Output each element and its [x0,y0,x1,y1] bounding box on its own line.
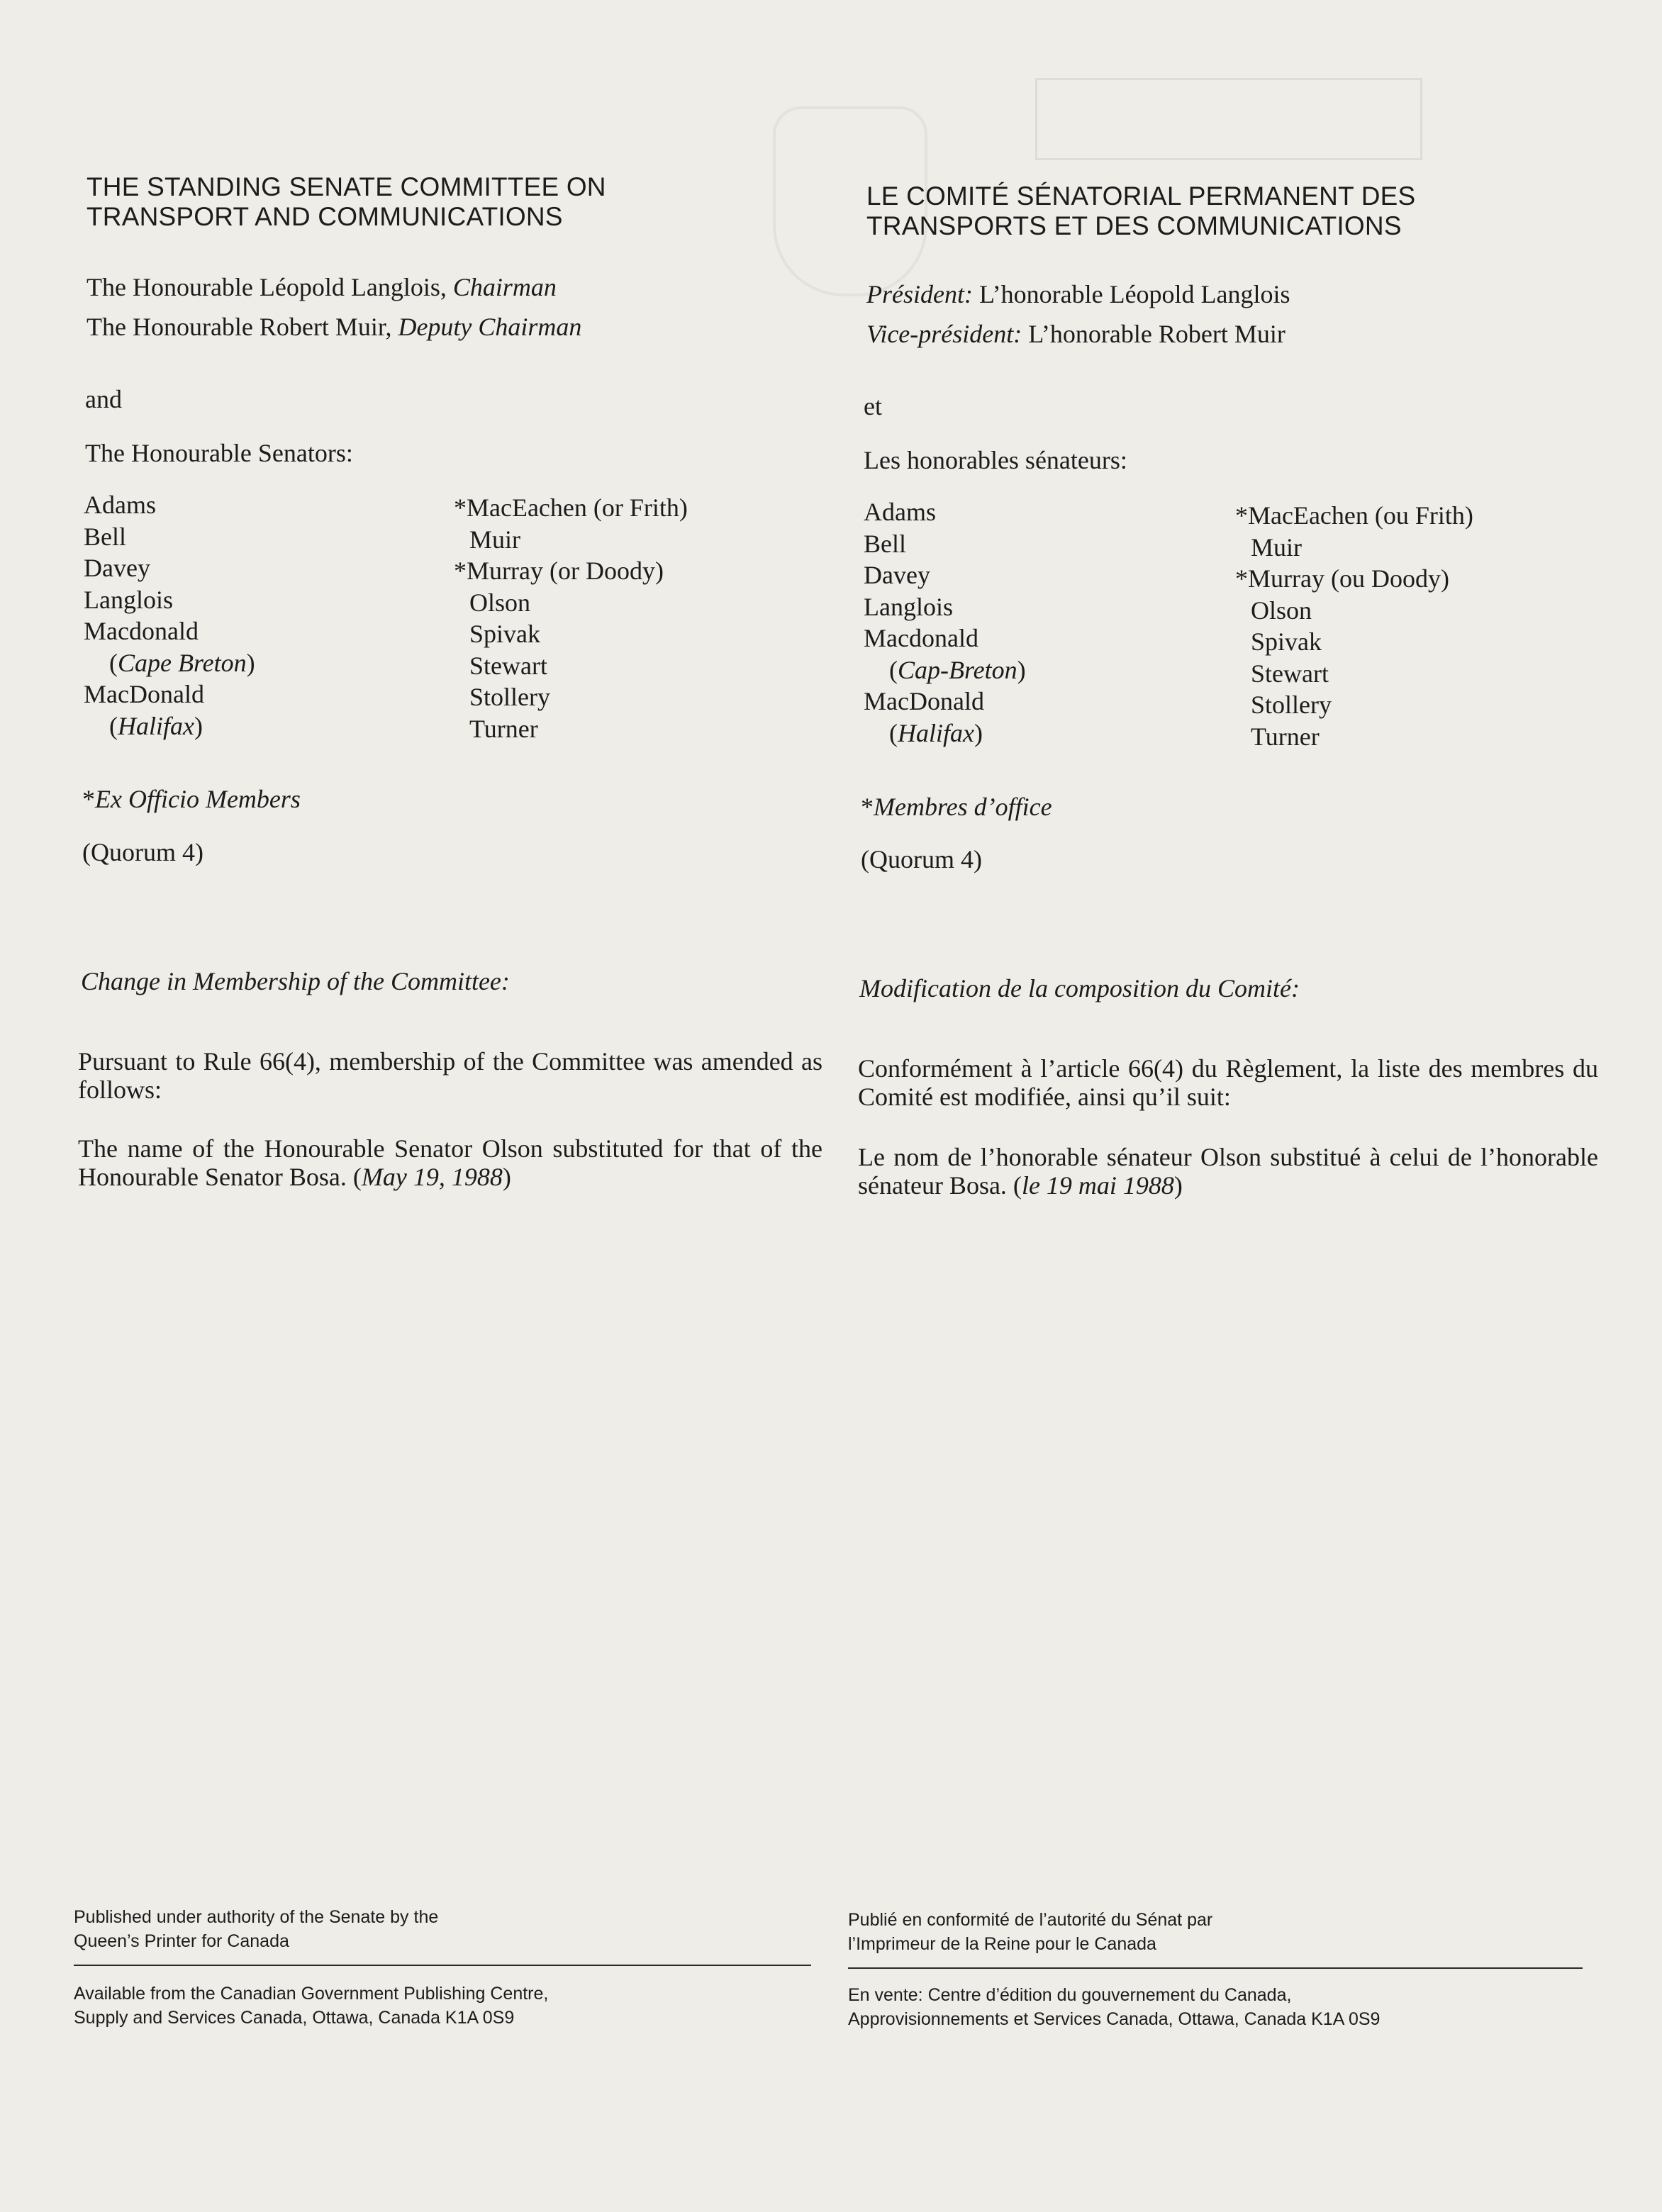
deputy-chairman-line [87,311,581,342]
member-name: Olson [1251,596,1312,625]
publisher-note: Published under authority of the Senate by the Queen’s Printer for Canada [74,1907,439,1951]
amendment-paragraph: Conformément à l’article 66(4) du Règlement, la liste des membres du Comité est modifiée, ainsi qu’il suit: [858,1054,1598,1111]
heading-line: TRANSPORT AND COMMUNICATIONS [87,202,563,231]
substitution-paragraph: Le nom de l’honorable sénateur Olson substitué à celui de l’honorable sénateur Bosa. (le 19 mai 1988) [858,1143,1598,1200]
chairman-line [87,272,557,303]
quorum-note: (Quorum 4) [82,838,203,866]
member-riding: (Halifax) [889,718,983,747]
member-name: Spivak [469,620,541,648]
member-name: *MacEachen (or Frith) [454,493,688,522]
member-name: Macdonald [864,624,978,652]
member-name: Turner [469,714,538,743]
member-name: Langlois [864,592,953,621]
member-name: Stollery [1251,691,1332,719]
ex-officio-note: *Membres d’office [861,793,1052,821]
member-name: *MacEachen (ou Frith) [1235,501,1473,530]
members-left-list [84,489,255,742]
et-label: et [864,392,882,420]
member-name: Stewart [1251,659,1329,688]
publisher-note: Publié en conformité de l’autorité du Sénat par l’Imprimeur de la Reine pour le Canada [848,1910,1213,1954]
committee-heading-fr [866,181,1415,241]
chairman-title: Chairman [452,273,557,301]
senators-label: Les honorables sénateurs: [864,446,1127,474]
member-name: Turner [1251,722,1320,751]
footer-divider [74,1965,811,1966]
ex-officio-note: *Ex Officio Members [82,785,301,813]
substitution-paragraph: The name of the Honourable Senator Olson substituted for that of the Honourable Senator Bosa. (May 19, 1988) [78,1134,822,1191]
member-name: Macdonald [84,617,199,645]
member-name: MacDonald [84,680,204,708]
member-name: Davey [864,561,930,589]
member-riding: (Cap-Breton) [889,655,1026,684]
member-name: Olson [469,588,531,617]
member-riding: (Halifax) [109,711,203,740]
heading-line: LE COMITÉ SÉNATORIAL PERMANENT DES [866,181,1416,211]
deputy-title: Deputy Chairman [398,313,582,341]
heading-line: THE STANDING SENATE COMMITTEE ON [87,172,606,201]
amendment-paragraph: Pursuant to Rule 66(4), membership of the Committee was amended as follows: [78,1047,822,1104]
vice-president-name: L’honorable Robert Muir [1022,320,1285,348]
member-name: Davey [84,554,150,582]
president-title: Président: [866,280,973,308]
member-name: Bell [864,529,906,558]
deputy-name: The Honourable Robert Muir, [87,313,398,341]
and-label: and [85,385,122,413]
committee-heading-en [87,172,606,232]
member-name: *Murray (or Doody) [454,557,664,585]
quorum-note: (Quorum 4) [861,845,982,873]
president-line [866,279,1290,310]
member-name: Stewart [469,651,547,680]
footer-divider [848,1967,1583,1969]
member-name: Muir [1251,532,1302,562]
availability-note: En vente: Centre d’édition du gouvernement du Canada, Approvisionnements et Services Canada, Ottawa, Canada K1A 0S9 [848,1985,1381,2029]
member-riding: (Cape Breton) [109,648,255,677]
member-name: Spivak [1251,627,1322,656]
vice-president-title: Vice-président: [866,320,1022,348]
chairman-name: The Honourable Léopold Langlois, [87,273,453,301]
senators-label: The Honourable Senators: [85,439,353,467]
member-name: Muir [469,525,520,554]
member-name: Adams [864,498,936,526]
president-name: L’honorable Léopold Langlois [972,280,1290,308]
heading-line: TRANSPORTS ET DES COMMUNICATIONS [866,211,1402,240]
change-heading: Change in Membership of the Committee: [81,967,510,995]
availability-note: Available from the Canadian Government Publishing Centre, Supply and Services Canada, Ottawa, Canada K1A 0S9 [74,1984,549,2028]
members-right-list [454,492,688,744]
change-heading: Modification de la composition du Comité: [859,974,1300,1002]
member-name: Bell [84,522,126,551]
member-name: Langlois [84,585,173,614]
vice-president-line [866,318,1285,350]
member-name: MacDonald [864,687,984,715]
member-name: Adams [84,491,156,519]
member-name: Stollery [469,683,550,711]
members-left-list [864,496,1026,749]
member-name: *Murray (ou Doody) [1235,564,1449,593]
members-right-list [1235,500,1473,752]
